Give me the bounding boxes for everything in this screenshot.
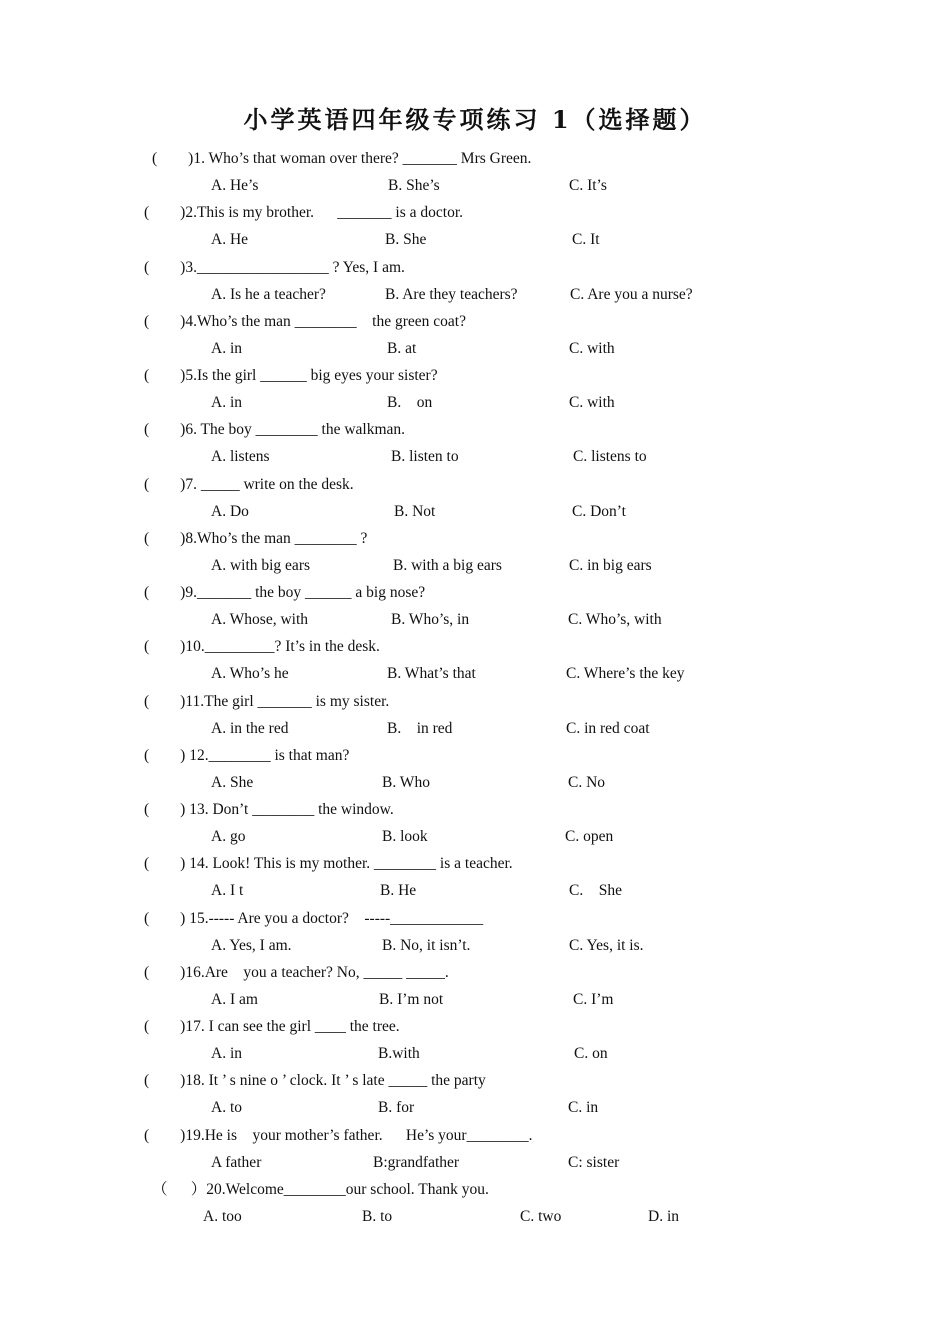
option-c: C. Yes, it is. — [569, 936, 644, 954]
option-b: B. He — [380, 882, 417, 900]
option-b: B. She’s — [388, 177, 440, 194]
option-a: A. go — [211, 828, 246, 845]
option-b: B. on — [387, 394, 433, 411]
question-stem: ( ) 13. Don’t ________ the window. — [144, 801, 394, 818]
question-stem: ( )16.Are you a teacher? No, _____ _____. — [144, 963, 449, 981]
option-b: B. look — [382, 828, 428, 845]
question-stem: ( )1. Who’s that woman over there? _______ Mrs Green. — [152, 150, 532, 167]
question-stem: （ ）20.Welcome________our school. Thank you. — [152, 1180, 489, 1198]
option-c: C. Are you a nurse? — [570, 285, 693, 303]
option-c: C. Where’s the key — [566, 665, 685, 683]
option-b: B. in red — [387, 719, 453, 737]
option-c: C. open — [565, 828, 614, 845]
question-stem: ( ) 12.________ is that man? — [144, 746, 350, 764]
option-a: A. Whose, with — [211, 611, 309, 628]
question-stem: ( )4.Who’s the man ________ the green coat? — [144, 312, 466, 330]
option-b: B. at — [387, 339, 417, 357]
option-c: C. listens to — [573, 448, 647, 466]
option-a: A. He — [211, 231, 249, 249]
option-a: A. Yes, I am. — [211, 936, 292, 954]
question-stem: ( )11.The girl _______ is my sister. — [144, 692, 390, 710]
question-stem: ( )5.Is the girl ______ big eyes your sister? — [144, 367, 438, 384]
option-c: C: sister — [568, 1153, 620, 1171]
option-c: C. No — [568, 773, 606, 791]
question-stem: ( ) 14. Look! This is my mother. ________ is a teacher. — [144, 855, 513, 873]
question-stem: ( )18. It ’ s nine o ’ clock. It ’ s late _____ the party — [144, 1072, 486, 1090]
option-b: B. Are they teachers? — [385, 285, 518, 303]
question-stem: ( )6. The boy ________ the walkman. — [144, 421, 406, 439]
option-a: A. too — [203, 1207, 242, 1225]
question-stem: ( ) 15.----- Are you a doctor? -----____________ — [144, 909, 484, 927]
question-stem: ( )7. _____ write on the desk. — [144, 475, 354, 493]
question-stem: ( )8.Who’s the man ________ ? — [144, 529, 368, 547]
option-a: A. to — [211, 1099, 242, 1117]
option-b: B.with — [378, 1045, 420, 1062]
option-c: C. Who’s, with — [568, 611, 662, 628]
option-d: D. in — [648, 1207, 679, 1225]
option-c: C. Don’t — [572, 502, 626, 520]
option-a: A. listens — [211, 448, 270, 466]
option-a: A. with big ears — [211, 556, 311, 574]
question-stem: ( )2.This is my brother. _______ is a doctor. — [144, 204, 464, 222]
option-b: B. for — [378, 1099, 415, 1117]
question-stem: ( )3._________________ ? Yes, I am. — [144, 258, 405, 276]
option-a: A. in — [211, 1045, 242, 1062]
option-a: A. Who’s he — [211, 665, 289, 683]
option-a: A. in — [211, 394, 242, 411]
option-a: A. He’s — [211, 177, 259, 194]
option-b: B. listen to — [391, 448, 459, 466]
option-c: C. on — [574, 1045, 608, 1062]
page-title: 小学英语四年级专项练习 1（选择题） — [243, 105, 707, 134]
option-c: C. with — [569, 339, 615, 357]
option-c: C. in big ears — [569, 556, 652, 574]
question-stem: ( )9._______ the boy ______ a big nose? — [144, 584, 426, 601]
option-b: B. No, it isn’t. — [382, 936, 471, 954]
option-a: A. She — [211, 773, 254, 791]
option-c: C. in — [568, 1099, 599, 1117]
option-c: C. It’s — [569, 177, 607, 194]
question-stem: ( )10._________? It’s in the desk. — [144, 638, 380, 656]
option-b: B. Who — [382, 773, 430, 791]
option-c: C. She — [569, 882, 622, 900]
question-stem: ( )17. I can see the girl ____ the tree. — [144, 1018, 400, 1035]
option-b: B. I’m not — [379, 990, 444, 1008]
option-c: C. with — [569, 394, 615, 411]
option-b: B:grandfather — [373, 1153, 460, 1171]
option-a: A. Is he a teacher? — [211, 285, 326, 303]
option-c: C. two — [520, 1207, 562, 1225]
option-a: A. Do — [211, 502, 249, 520]
option-b: B. Who’s, in — [391, 611, 470, 628]
option-b: B. Not — [394, 502, 436, 520]
option-a: A. in the red — [211, 719, 289, 737]
option-c: C. in red coat — [566, 719, 650, 737]
question-stem: ( )19.He is your mother’s father. He’s your________. — [144, 1126, 533, 1144]
option-a: A father — [211, 1153, 262, 1171]
option-b: B. She — [385, 231, 427, 249]
option-a: A. in — [211, 339, 242, 357]
option-a: A. I am — [211, 990, 258, 1008]
option-b: B. with a big ears — [393, 556, 502, 574]
option-b: B. to — [362, 1207, 393, 1225]
option-c: C. It — [572, 231, 600, 249]
option-a: A. I t — [211, 882, 244, 900]
option-c: C. I’m — [573, 990, 614, 1008]
option-b: B. What’s that — [387, 665, 476, 683]
